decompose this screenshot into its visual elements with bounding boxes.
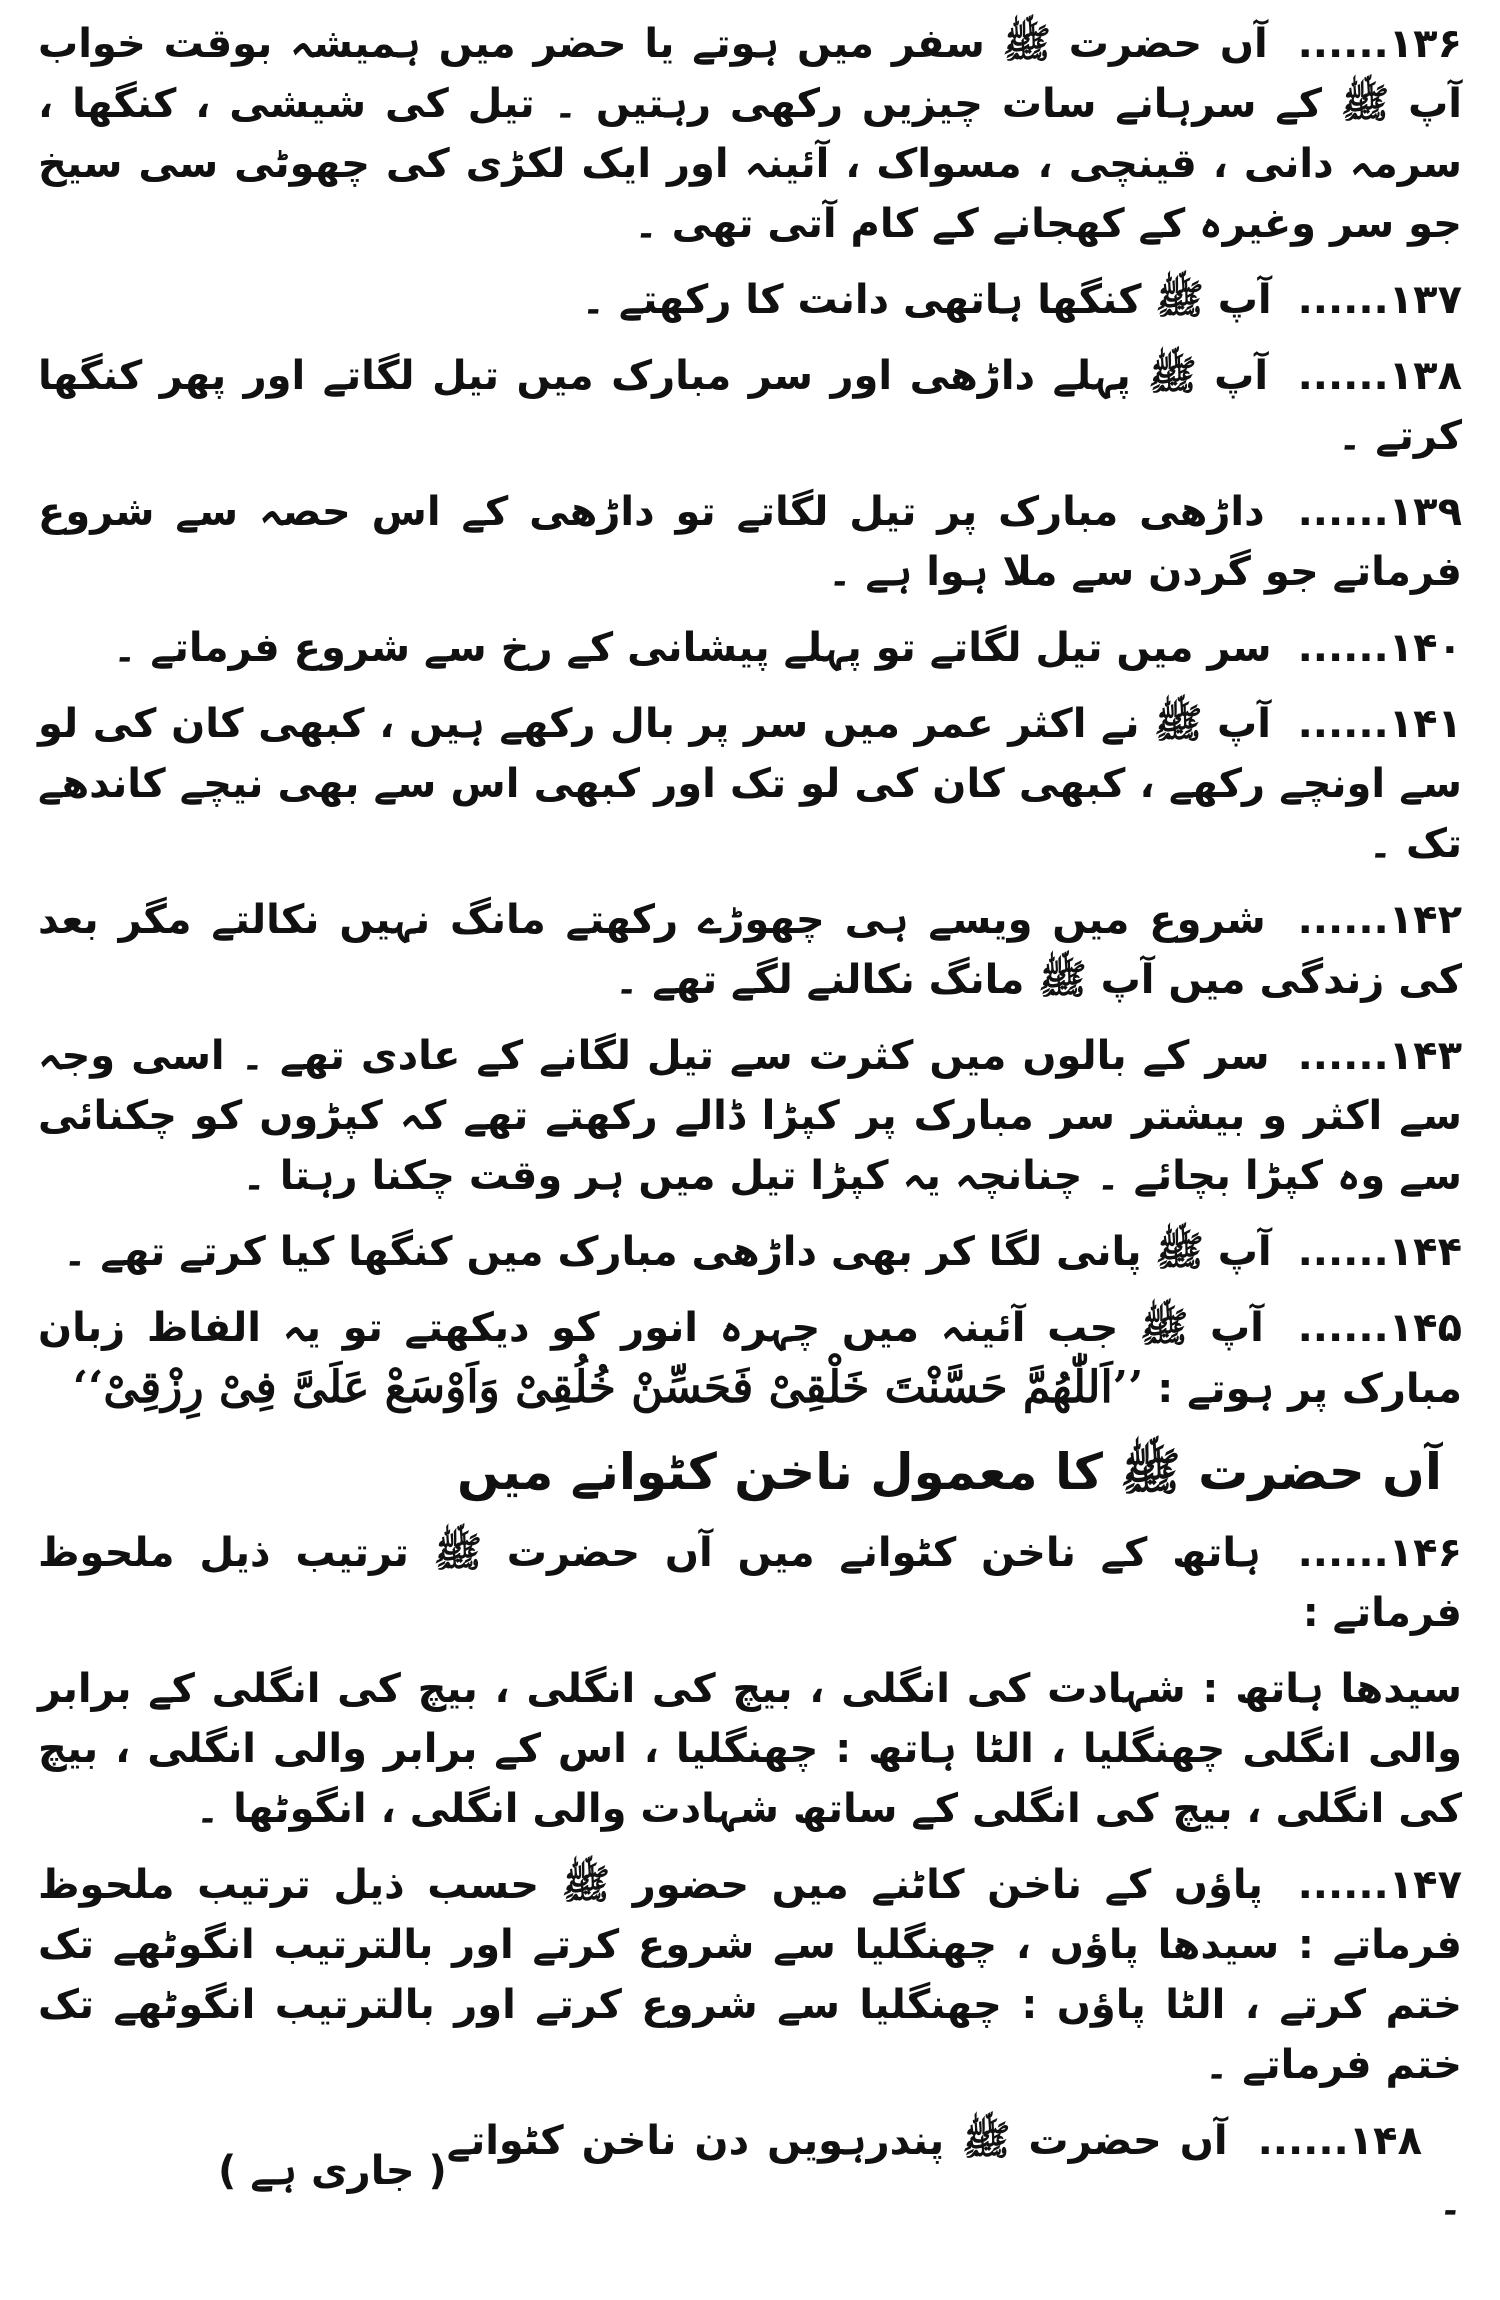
paragraph-139 [38,482,1462,602]
paragraph-number: ۱۴۱...... [1297,701,1462,747]
paragraph-142 [38,890,1462,1010]
paragraph-141 [38,694,1462,874]
paragraph-text: آں حضرت ﷺ پندرہویں دن ناخن کٹواتے ۔ [446,2118,1462,2224]
arabic-dua: ’’اَللّٰھُمَّ حَسَّنْتَ خَلْقِیْ فَحَسِّنْ خُلُقِیْ وَاَوْسَعْ عَلَیَّ فِیْ رِزْقِیْ‘‘ [72,1362,1144,1413]
paragraph-148 [447,2111,1462,2231]
paragraph-number: ۱۴۵...... [1297,1305,1462,1351]
paragraph-140 [38,618,1462,678]
paragraph-number: ۱۴۲...... [1297,897,1462,943]
paragraph-text: شروع میں ویسے ہی چھوڑے رکھتے مانگ نہیں نکالتے مگر بعد کی زندگی میں آپ ﷺ مانگ نکالنے لگے تھے ۔ [38,897,1462,1003]
paragraph-138 [38,346,1462,466]
hand-order-paragraph [38,1659,1462,1839]
paragraph-text: داڑھی مبارک پر تیل لگاتے تو داڑھی کے اس حصہ سے شروع فرماتے جو گردن سے ملا ہوا ہے ۔ [38,489,1462,595]
paragraph-143 [38,1026,1462,1206]
paragraph-145 [38,1298,1462,1419]
continued-note: ( جاری ہے ) [218,2148,447,2194]
paragraph-number: ۱۴۰...... [1297,625,1462,671]
book-page [38,14,1462,2286]
paragraph-number: ۱۴۷...... [1297,1862,1462,1908]
paragraph-number: ۱۳۶...... [1297,21,1462,67]
paragraph-147 [38,1855,1462,2095]
paragraph-text: پاؤں کے ناخن کاٹنے میں حضور ﷺ حسب ذیل ترتیب ملحوظ فرماتے : سیدھا پاؤں ، چھنگلیا سے شروع کرتے اور بالترتیب انگوٹھے تک ختم کرتے ، الٹا پاؤں : چھنگلیا سے شروع کرتے اور بالترتیب انگوٹھے تک ختم فرماتے ۔ [38,1862,1462,2088]
paragraph-number: ۱۴۸...... [1257,2118,1422,2164]
paragraph-144 [38,1222,1462,1282]
paragraph-146 [38,1523,1462,1643]
paragraph-text: آپ ﷺ جب آئینہ میں چہرہ انور کو دیکھتے تو یہ الفاظ زبان مبارک پر ہوتے : [38,1305,1462,1412]
paragraph-text: سر کے بالوں میں کثرت سے تیل لگانے کے عادی تھے ۔ اسی وجہ سے اکثر و بیشتر سر مبارک پر کپڑا ڈالے رکھتے تھے کہ کپڑوں کو چکنائی سے وہ کپڑا بچائے ۔ چنانچہ یہ کپڑا تیل میں ہر وقت چکنا رہتا ۔ [38,1033,1462,1199]
paragraph-137 [38,270,1462,330]
paragraph-text: آں حضرت ﷺ سفر میں ہوتے یا حضر میں ہمیشہ بوقت خواب آپ ﷺ کے سرہانے سات چیزیں رکھی رہتیں ۔ تیل کی شیشی ، کنگھا ، سرمہ دانی ، قینچی ، مسواک ، آئینہ اور ایک لکڑی کی چھوٹی سی سیخ جو سر وغیرہ کے کھجانے کے کام آتی تھی ۔ [38,21,1462,247]
section-heading: آں حضرت ﷺ کا معمول ناخن کٹوانے میں [457,1443,1442,1501]
paragraph-text: آپ ﷺ کنگھا ہاتھی دانت کا رکھتے ۔ [581,277,1272,323]
paragraph-148-line [38,2111,1462,2231]
paragraph-136 [38,14,1462,254]
paragraph-text: سیدھا ہاتھ : شہادت کی انگلی ، بیچ کی انگلی ، بیچ کی انگلی کے برابر والی انگلی چھنگلیا ، الٹا ہاتھ : چھنگلیا ، اس کے برابر والی انگلی ، بیچ کی انگلی ، بیچ کی انگلی کے ساتھ شہادت والی انگلی ، انگوٹھا ۔ [38,1666,1462,1832]
paragraph-text: سر میں تیل لگاتے تو پہلے پیشانی کے رخ سے شروع فرماتے ۔ [113,625,1272,671]
paragraph-number: ۱۴۴...... [1297,1229,1462,1275]
paragraph-text: آپ ﷺ پہلے داڑھی اور سر مبارک میں تیل لگاتے اور پھر کنگھا کرتے ۔ [38,353,1462,459]
paragraph-text: آپ ﷺ پانی لگا کر بھی داڑھی مبارک میں کنگھا کیا کرتے تھے ۔ [63,1229,1272,1275]
paragraph-number: ۱۴۶...... [1297,1530,1462,1576]
paragraph-number: ۱۳۹...... [1297,489,1462,535]
paragraph-number: ۱۳۷...... [1297,277,1462,323]
paragraph-text: آپ ﷺ نے اکثر عمر میں سر پر بال رکھے ہیں ، کبھی کان کی لو سے اونچے رکھے ، کبھی کان کی لو تک اور کبھی اس سے بھی نیچے کاندھے تک ۔ [38,701,1462,867]
paragraph-number: ۱۴۳...... [1297,1033,1462,1079]
paragraph-number: ۱۳۸...... [1297,353,1462,399]
paragraph-text: ہاتھ کے ناخن کٹوانے میں آں حضرت ﷺ ترتیب ذیل ملحوظ فرماتے : [38,1530,1462,1636]
